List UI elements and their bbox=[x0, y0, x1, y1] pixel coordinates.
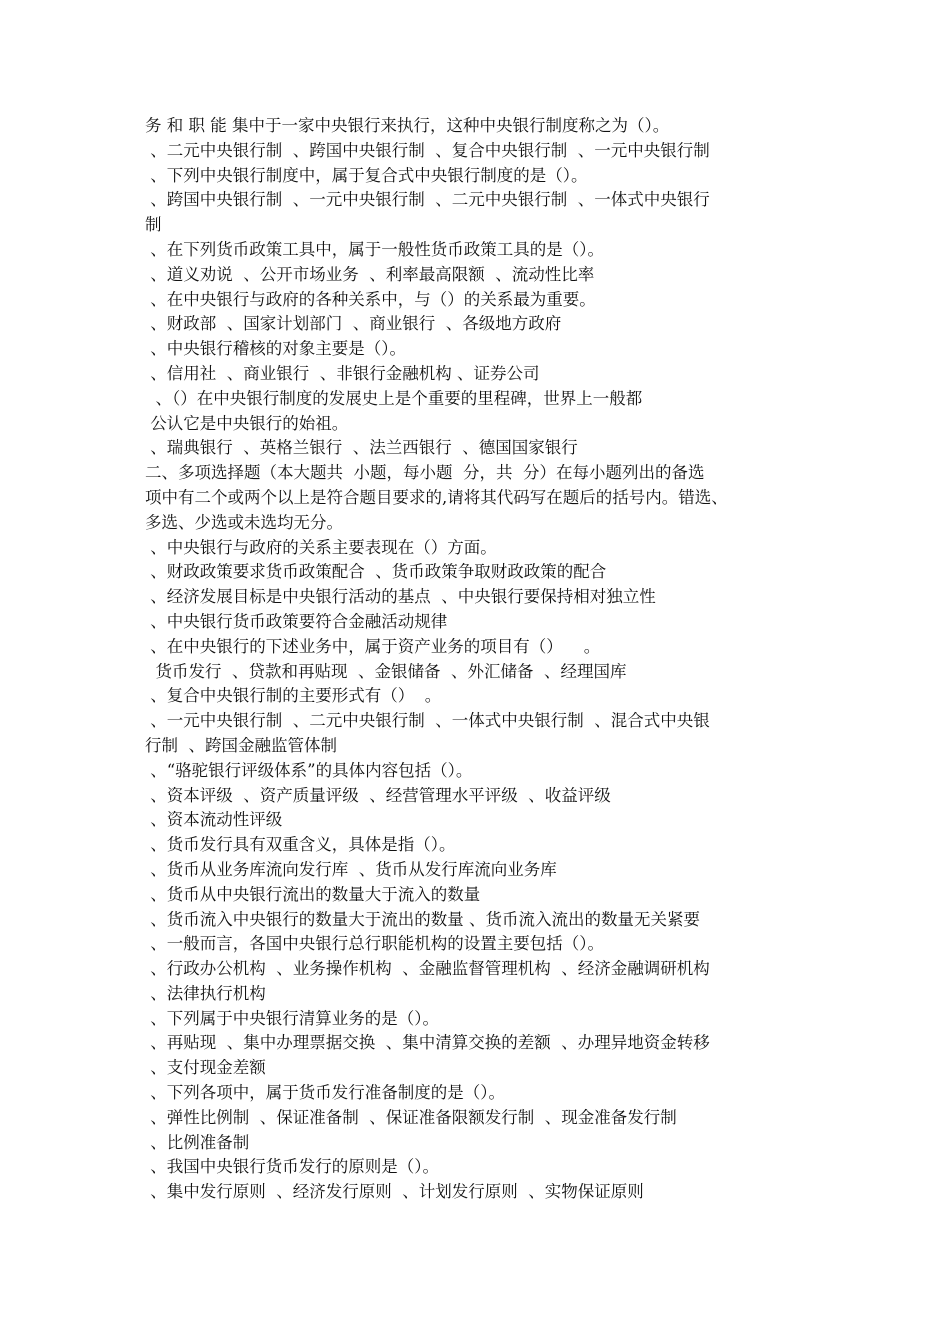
text-line: 、集中发行原则 、经济发行原则 、计划发行原则 、实物保证原则 bbox=[145, 1182, 644, 1202]
text-line: 、在中央银行的下述业务中，属于资产业务的项目有（） 。 bbox=[145, 636, 601, 656]
document-body bbox=[145, 114, 815, 1205]
text-line: 、经济发展目标是中央银行活动的基点 、中央银行要保持相对独立性 bbox=[145, 587, 656, 607]
text-line: 、一般而言，各国中央银行总行职能机构的设置主要包括（）。 bbox=[145, 934, 604, 954]
text-line: 、中央银行稽核的对象主要是（）。 bbox=[145, 339, 406, 359]
text-line: 、二元中央银行制 、跨国中央银行制 、复合中央银行制 、一元中央银行制 bbox=[145, 140, 710, 160]
text-line: 、行政办公机构 、业务操作机构 、金融监督管理机构 、经济金融调研机构 bbox=[145, 959, 710, 979]
text-line: 务 和 职 能 集中于一家中央银行来执行，这种中央银行制度称之为（）。 bbox=[145, 116, 670, 135]
text-line: 、一元中央银行制 、二元中央银行制 、一体式中央银行制 、混合式中央银 bbox=[145, 711, 710, 731]
text-line: 、（）在中央银行制度的发展史上是个重要的里程碑，世界上一般都 bbox=[145, 388, 643, 408]
text-line: 、资本评级 、资产质量评级 、经营管理水平评级 、收益评级 bbox=[145, 785, 611, 805]
text-line: 制 bbox=[145, 215, 162, 235]
text-line: 、货币从中央银行流出的数量大于流入的数量 bbox=[145, 884, 481, 904]
text-line: 、在下列货币政策工具中，属于一般性货币政策工具的是（）。 bbox=[145, 239, 604, 259]
text-line: 、比例准备制 bbox=[145, 1132, 250, 1152]
text-line: 、货币流入中央银行的数量大于流出的数量 、货币流入流出的数量无关紧要 bbox=[145, 909, 700, 929]
text-line: 、道义劝说 、公开市场业务 、利率最高限额 、流动性比率 bbox=[145, 264, 595, 284]
text-line: 、财政政策要求货币政策配合 、货币政策争取财政政策的配合 bbox=[145, 562, 607, 582]
text-line: 公认它是中央银行的始祖。 bbox=[145, 413, 349, 433]
text-line: 、法律执行机构 bbox=[145, 983, 266, 1003]
text-line: 、跨国中央银行制 、一元中央银行制 、二元中央银行制 、一体式中央银行 bbox=[145, 190, 710, 210]
text-line: 、再贴现 、集中办理票据交换 、集中清算交换的差额 、办理异地资金转移 bbox=[145, 1033, 710, 1053]
text-line: 货币发行 、贷款和再贴现 、金银储备 、外汇储备 、经理国库 bbox=[145, 661, 627, 681]
text-line: 、支付现金差额 bbox=[145, 1058, 266, 1078]
text-line: 、在中央银行与政府的各种关系中，与（）的关系最为重要。 bbox=[145, 289, 596, 309]
text-line: 、弹性比例制 、保证准备制 、保证准备限额发行制 、现金准备发行制 bbox=[145, 1107, 677, 1127]
text-line: 、瑞典银行 、英格兰银行 、法兰西银行 、德国国家银行 bbox=[145, 438, 578, 458]
text-line: 项中有二个或两个以上是符合题目要求的,请将其代码写在题后的括号内。错选、 bbox=[145, 487, 728, 507]
text-line: 、复合中央银行制的主要形式有（） 。 bbox=[145, 686, 442, 706]
text-line: 、货币从业务库流向发行库 、货币从发行库流向业务库 bbox=[145, 859, 557, 879]
text-line: 、我国中央银行货币发行的原则是（）。 bbox=[145, 1157, 439, 1177]
text-line: 、财政部 、国家计划部门 、商业银行 、各级地方政府 bbox=[145, 314, 562, 334]
text-line: 、信用社 、商业银行 、非银行金融机构 、证券公司 bbox=[145, 363, 540, 383]
text-line: 、下列属于中央银行清算业务的是（）。 bbox=[145, 1008, 439, 1028]
text-line: 、货币发行具有双重含义，具体是指（）。 bbox=[145, 835, 456, 855]
text-line: 、“骆驼银行评级体系”的具体内容包括（）。 bbox=[145, 760, 473, 780]
text-line: 、中央银行货币政策要符合金融活动规律 bbox=[145, 611, 448, 631]
text-line: 、下列各项中，属于货币发行准备制度的是（）。 bbox=[145, 1083, 505, 1103]
text-line: 多选、少选或未选均无分。 bbox=[145, 512, 343, 532]
text-line: 、下列中央银行制度中，属于复合式中央银行制度的是（）。 bbox=[145, 165, 588, 185]
text-line: 、中央银行与政府的关系主要表现在（）方面。 bbox=[145, 537, 497, 557]
text-line: 二、多项选择题（本大题共 小题，每小题 分，共 分）在每小题列出的备选 bbox=[145, 463, 705, 483]
text-line: 、资本流动性评级 bbox=[145, 810, 283, 830]
text-line: 行制 、跨国金融监管体制 bbox=[145, 735, 337, 755]
